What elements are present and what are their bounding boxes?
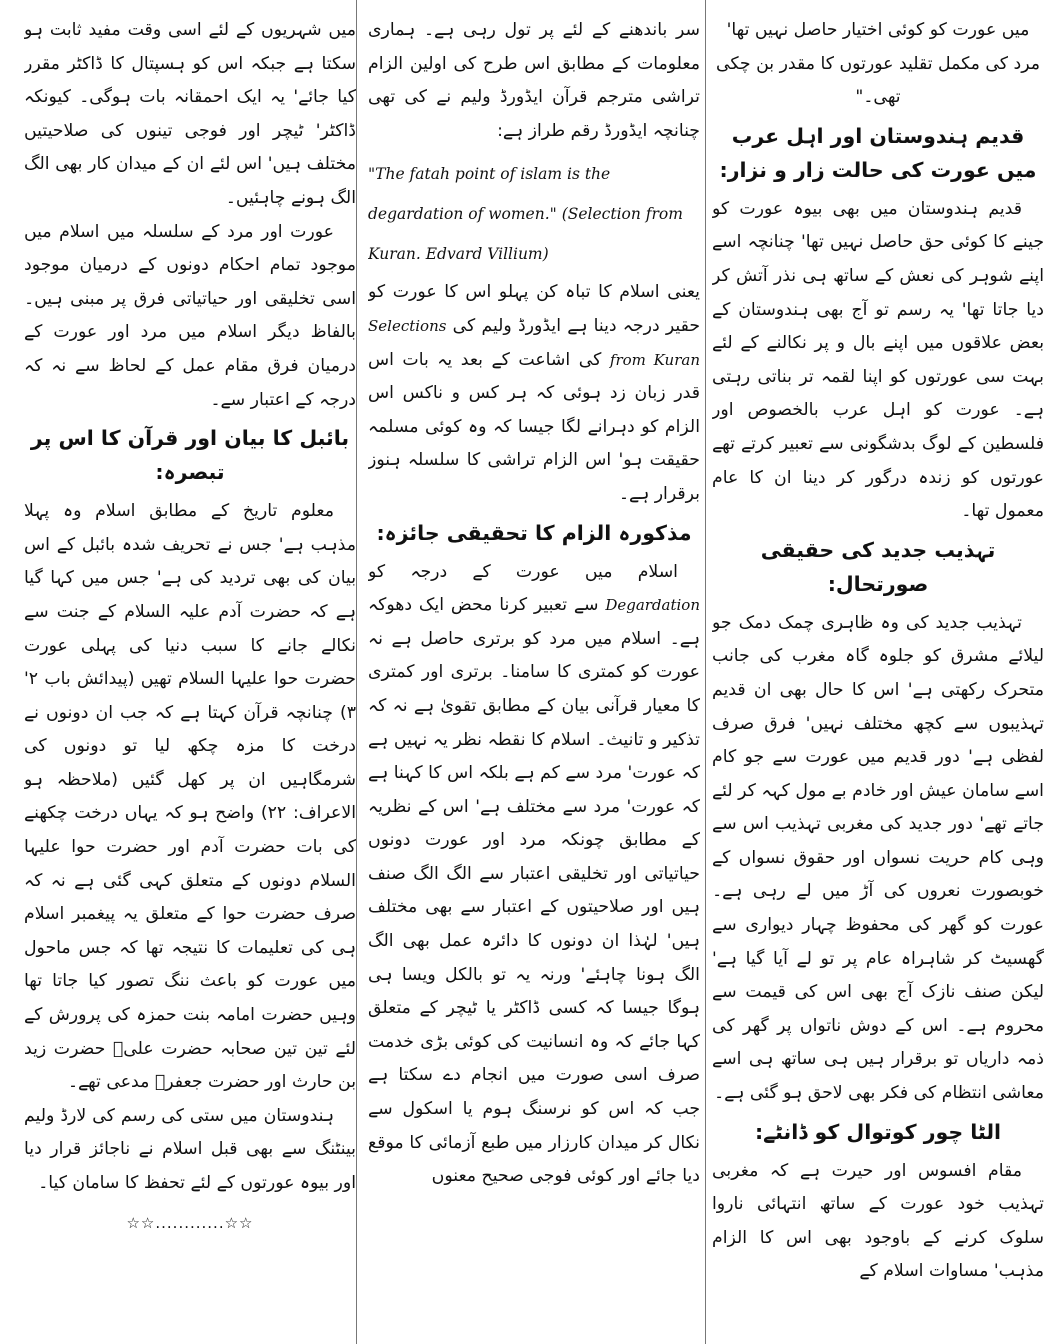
- heading-reverse-blame: الٹا چور کوتوال کو ڈانٹے:: [754, 1119, 1002, 1144]
- heading-research-review: مذکورہ الزام کا تحقیقی جائزہ:: [376, 520, 692, 545]
- paragraph-ancient: قدیم ہندوستان میں بھی بیوہ عورت کو جینے کا کوئی حق حاصل نہیں تھا' چنانچہ اسے اپنے شوہر کی نعش کے ساتھ ہی نذر آتش کر دیا جاتا تھا' یہ رسم تو آج بھی ہندوستان کے بعض علاقوں میں اپنے بال و پر نکالنے کے لئے بہت سی عورتوں کو اپنا لقمہ تر بناتی رہتی ہے۔ عورت کو اہل عرب بالخصوص اور فلسطین کے لوگ بدشگونی سے تعبیر کرتے تھے عورتوں کو زندہ درگور کر دینا ان کا عام معمول تھا۔: [712, 198, 1044, 522]
- column-divider: [356, 0, 357, 1344]
- continued-paragraph: میں شہریوں کے لئے اسی وقت مفید ثابت ہو سکتا ہے جبکہ اس کو ہسپتال کا ڈاکٹر مقرر کیا جائے' یہ ایک احمقانہ بات ہوگی۔ کیونکہ ڈاکٹر' ٹیچر اور فوجی تینوں کی صلاحیتیں مختلف ہیں' اس لئے ان کے میدان کار بھی الگ الگ ہونے چاہئیں۔: [24, 20, 356, 208]
- paragraph-modern: تہذیب جدید کی وہ ظاہری چمک دمک جو لیلائے مشرق کو جلوہ گاہ مغرب کی جانب متحرک رکھتی ہے' اس کا حال بھی ان قدیم تہذیبوں سے کچھ مختلف نہیں' فرق صرف لفظی ہے' دور قدیم میں عورت سے جو کام اسے سامان عیش اور خادم بے مول کہہ کر لئے جاتے تھے' دور جدید کی مغربی تہذیب اس سے وہی کام حریت نسواں اور حقوق نسواں کے خوبصورت نعروں کی آڑ میں لے رہی ہے۔ عورت کو گھر کی محفوظ چہار دیواری سے گھسیٹ کر شاہراہ عام پر تو لے آیا گیا ہے' لیکن صنف نازک آج بھی اس کی قیمت سے محروم ہے۔ اس کے دوش ناتواں پر گھر کی ذمہ داریاں تو برقرار ہیں ہی ساتھ ہی اسے معاشی انتظام کی فکر بھی لاحق ہو گئی ہے۔: [712, 612, 1044, 1104]
- paragraph-research: [368, 556, 700, 1194]
- paragraph-reverse: مقام افسوس اور حیرت ہے کہ مغربی تہذیب خود عورت کے ساتھ انتہائی ناروا سلوک کرنے کے باوجود بھی اس کا الزام مذہب' مساوات اسلام کے: [712, 1160, 1044, 1282]
- english-term: Degardation: [605, 596, 700, 615]
- research-text: اسلام میں عورت کے درجہ کو: [368, 561, 678, 582]
- column-left: [24, 14, 356, 1340]
- paragraph-bible: معلوم تاریخ کے مطابق اسلام وہ پہلا مذہب ہے' جس نے تحریف شدہ بائبل کے اس بیان کی بھی تردید کی ہے' جس میں کہا گیا ہے کہ حضرت آدم علیہ السلام کے جنت سے نکالے جانے کا سبب دنیا کی پہلی عورت حضرت حوا علیہا السلام تھیں (پیدائش باب ۲' ۳) چنانچہ قرآن کہتا ہے کہ جب ان دونوں نے درخت کا مزہ چکھ لیا تو دونوں کی شرمگاہیں ان پر کھل گئیں (ملاحظہ ہو الاعراف: ۲۲) واضح ہو کہ یہاں درخت چکھنے کی بات حضرت آدم اور حضرت حوا علیہا السلام دونوں کے متعلق کہی گئی ہے نہ کہ صرف حضرت حوا کے متعلق یہ پیغمبر اسلام ہی کی تعلیمات کا نتیجہ تھا کہ جس ماحول میں عورت کو باعث ننگ تصور کیا جاتا تھا وہیں حضرت امامہ بنت حمزہ کی پرورش کے لئے تین تین صحابہ حضرت علیؓ حضرت زید بن حارث اور حضرت جعفرؓ مدعی تھے۔: [24, 501, 356, 1093]
- translation-text: یعنی اسلام کا تباہ کن پہلو اس کا عورت کو حقیر درجہ دینا ہے ایڈورڈ ولیم کی: [368, 282, 700, 336]
- heading-bible-quran: بائبل کا بیان اور قرآن کا اس پر تبصرہ:: [30, 426, 350, 485]
- column-middle: [368, 14, 700, 1340]
- column-right: [712, 14, 1044, 1340]
- english-quote: "The fatah point of islam is the degardation of women." (Selection from Kuran. Edvard Villium): [368, 165, 683, 264]
- column-divider: [705, 0, 706, 1344]
- paragraph-sati: ہندوستان میں ستی کی رسم کی لارڈ ولیم بینٹنگ سے بھی قبل اسلام نے ناجائز قرار دیا اور بیوہ عورتوں کے لئے تحفظ کا سامان کیا۔: [24, 1105, 356, 1193]
- section-end-stars: ☆☆............☆☆: [126, 1213, 254, 1232]
- heading-modern-civilization: تہذیب جدید کی حقیقی صورتحال:: [760, 537, 996, 596]
- heading-ancient-india-arabia: قدیم ہندوستان اور اہل عرب میں عورت کی حالت زار و نزار:: [719, 123, 1037, 182]
- paragraph-difference: عورت اور مرد کے سلسلہ میں اسلام میں موجود تمام احکام دونوں کے درمیان موجود اسی تخلیقی اور حیاتیاتی فرق پر مبنی ہیں۔ بالفاظ دیگر اسلام میں مرد اور عورت کے درمیان فرق مقام عمل کے لحاظ سے نہ کہ درجہ کے اعتبار سے۔: [24, 221, 356, 410]
- translation-text-continued: کی اشاعت کے بعد یہ بات اس قدر زبان زد ہوئی کہ ہر کس و ناکس اس الزام کو دہرانے لگا جیسا کہ وہ کوئی مسلمہ حقیقت ہو' اس الزام تراشی کا سلسلہ ہنوز برقرار ہے۔: [368, 349, 700, 504]
- paragraph-translation: [368, 276, 700, 511]
- continued-paragraph: میں عورت کو کوئی اختیار حاصل نہیں تھا' مرد کی مکمل تقلید عورتوں کا مقدر بن چکی تھی۔": [715, 20, 1040, 108]
- book-title-english: Selections from Kuran: [368, 316, 700, 369]
- research-text-continued: سے تعبیر کرنا محض ایک دھوکہ ہے۔ اسلام میں مرد کو برتری حاصل ہے نہ عورت کو کمتری کا سامنا۔ برتری اور کمتری کا معیار قرآنی بیان کے مطابق تقویٰ ہے نہ کہ تذکیر و تانیث۔ اسلام کا نقطہ نظر یہ نہیں ہے کہ عورت' مرد سے کم ہے بلکہ اس کا کہنا ہے کہ عورت' مرد سے مختلف ہے' اس کے نظریہ کے مطابق چونکہ مرد اور عورت دونوں حیاتیاتی اور تخلیقی اعتبار سے الگ الگ صنف ہیں اور صلاحیتوں کے اعتبار سے بھی مختلف ہیں' لہٰذا ان دونوں کا دائرہ عمل بھی الگ الگ ہونا چاہئے' ورنہ یہ تو بالکل ویسا ہی ہوگا جیسا کہ کسی ڈاکٹر یا ٹیچر کے متعلق کہا جائے کہ وہ انسانیت کی کوئی بڑی خدمت صرف اسی صورت میں انجام دے سکتا ہے جب کہ اس کو نرسنگ ہوم یا اسکول سے نکال کر میدان کارزار میں طبع آزمائی کا موقع دیا جائے اور کوئی فوجی صحیح معنوں: [368, 595, 700, 1187]
- continued-paragraph: سر باندھنے کے لئے پر تول رہی ہے۔ ہماری معلومات کے مطابق اس طرح کی اولین الزام تراشی مترجم قرآن ایڈورڈ ولیم نے کی تھی چنانچہ ایڈورڈ رقم طراز ہے:: [368, 20, 700, 141]
